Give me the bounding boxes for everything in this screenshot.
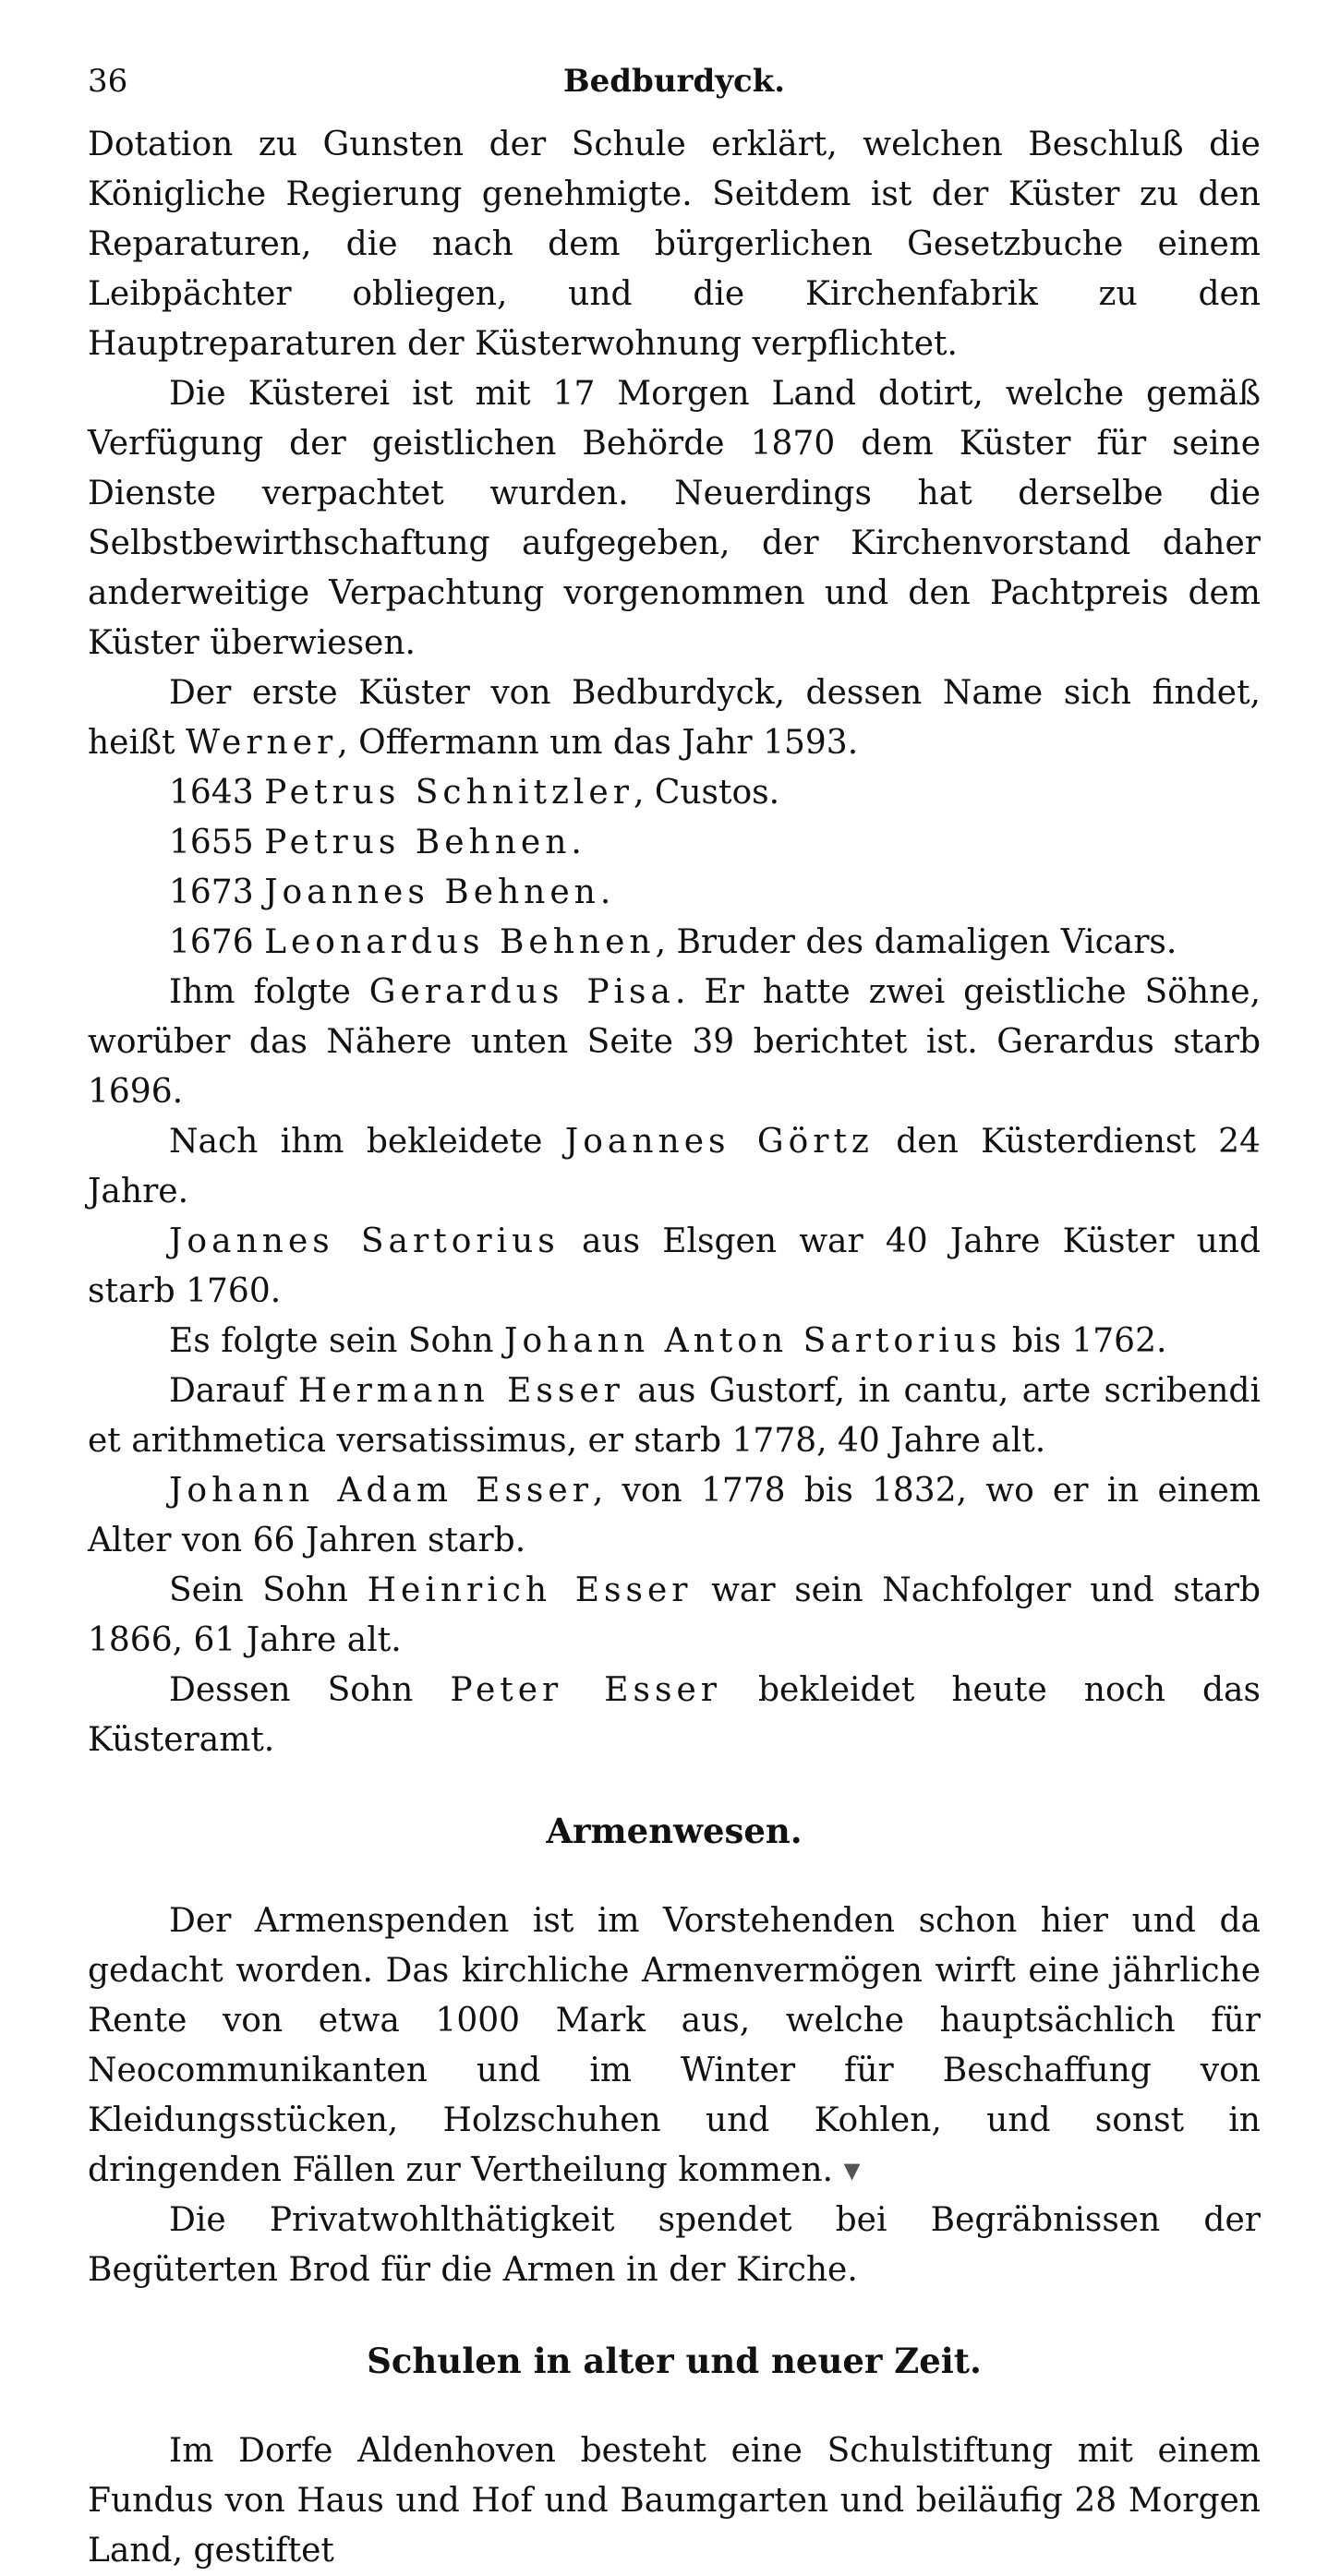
paragraph	[88, 668, 1261, 768]
text-run: den Küsterdienst 24 Jahre.	[88, 1123, 1261, 1210]
paragraph: Dotation zu Gunsten der Schule erklärt, welchen Beschluß die Königliche Regierung genehmigte. Seitdem ist der Küster zu den Reparaturen, die nach dem bürgerlichen Gesetzbuche einem Leibpächter obliegen, und die Kirchenfabrik zu den Hauptreparaturen der Küsterwohnung verpflichtet.	[88, 126, 1261, 363]
text-run: .	[599, 873, 611, 911]
text-run: .	[571, 824, 582, 861]
paragraph	[88, 968, 1261, 1117]
text-run: . Er hatte zwei geistliche Söhne, worüber das Nähere unten Seite 39 berichtet ist. Gerardus starb 1696.	[88, 973, 1262, 1111]
paragraph	[88, 1466, 1261, 1566]
person-name: Peter Esser	[450, 1671, 721, 1709]
person-name: Joannes Behnen	[264, 873, 600, 911]
text-run: , Bruder des damaligen Vicars.	[655, 923, 1177, 961]
page-body	[88, 120, 1261, 2576]
text-run: Es folgte sein Sohn	[169, 1322, 505, 1360]
paragraph	[88, 1317, 1261, 1366]
person-name: Leonardus Behnen	[264, 923, 656, 961]
text-run: Der erste Küster von Bedburdyck, dessen Name sich findet, heißt	[88, 674, 1261, 762]
list-item	[88, 868, 1261, 918]
person-name: Gerardus Pisa	[368, 973, 675, 1011]
year: 1643	[169, 774, 254, 812]
person-name: Petrus Behnen	[264, 824, 572, 861]
text-run: Darauf	[169, 1372, 298, 1410]
person-name: Heinrich Esser	[367, 1571, 693, 1609]
paragraph: Die Privatwohlthätigkeit spendet bei Begräbnissen der Begüterten Brod für die Armen in der Kirche.	[88, 2201, 1261, 2289]
list-item	[88, 768, 1261, 818]
person-name: Petrus Schnitzler	[264, 774, 634, 812]
text-run: Nach ihm bekleidete	[169, 1123, 565, 1161]
text-run: bekleidet heute noch das Küsteramt.	[88, 1671, 1261, 1759]
text-run: Der Armenspenden ist im Vorstehenden schon hier und da gedacht worden. Das kirchliche Armenvermögen wirft eine jährliche Rente von etwa 1000 Mark aus, welche hauptsächlich für Neocommunikanten und im Winter für Beschaffung von Kleidungsstücken, Holzschuhen und Kohlen, und sonst in dringenden Fällen zur Vertheilung kommen.	[88, 1902, 1261, 2189]
page-number: 36	[88, 63, 128, 100]
text-run: Sein Sohn	[169, 1571, 368, 1609]
paragraph	[88, 1217, 1261, 1317]
text-run: Ihm folgte	[169, 973, 369, 1011]
text-run: bis 1762.	[1001, 1322, 1167, 1360]
paragraph	[88, 1566, 1261, 1666]
running-title: Bedburdyck.	[562, 63, 786, 100]
stray-mark: ▾	[843, 2151, 861, 2189]
text-run: , Offermann um das Jahr 1593.	[337, 724, 859, 762]
person-name: Johann Anton Sartorius	[504, 1322, 1002, 1360]
year: 1655	[169, 824, 254, 861]
paragraph	[88, 1366, 1261, 1466]
list-item	[88, 918, 1261, 968]
paragraph: Im Dorfe Aldenhoven besteht eine Schulstiftung mit einem Fundus von Haus und Hof und Baumgarten und beiläufig 28 Morgen Land, gestiftet	[88, 2432, 1261, 2570]
section-heading: Armenwesen.	[546, 1811, 803, 1851]
person-name: Werner	[185, 724, 338, 762]
page-header	[88, 57, 1261, 103]
paragraph	[88, 1666, 1261, 1765]
paragraph	[88, 1896, 1261, 2196]
text-run: aus Elsgen war 40 Jahre Küster und starb 1760.	[88, 1222, 1261, 1310]
person-name: Joannes Görtz	[564, 1123, 874, 1161]
text-run: Dessen Sohn	[169, 1671, 451, 1709]
section-heading: Schulen in alter und neuer Zeit.	[367, 2341, 982, 2381]
paragraph	[88, 1117, 1261, 1217]
text-run: war sein Nachfolger und starb 1866, 61 Jahre alt.	[88, 1571, 1262, 1659]
person-name: Hermann Esser	[297, 1372, 624, 1410]
year: 1676	[169, 923, 254, 961]
person-name: Joannes Sartorius	[169, 1222, 560, 1260]
text-run: , Custos.	[633, 774, 780, 812]
year: 1673	[169, 873, 254, 911]
list-item	[88, 818, 1261, 868]
text-run: aus Gustorf, in cantu, arte scribendi et arithmetica versatissimus, er starb 1778, 40 Jahre alt.	[88, 1372, 1261, 1460]
person-name: Johann Adam Esser	[169, 1472, 593, 1510]
paragraph: Die Küsterei ist mit 17 Morgen Land dotirt, welche gemäß Verfügung der geistlichen Behörde 1870 dem Küster für seine Dienste verpachtet wurden. Neuerdings hat derselbe die Selbstbewirthschaftung aufgegeben, der Kirchenvorstand daher anderweitige Verpachtung vorgenommen und den Pachtpreis dem Küster überwiesen.	[88, 375, 1261, 662]
text-run: , von 1778 bis 1832, wo er in einem Alter von 66 Jahren starb.	[88, 1472, 1261, 1559]
